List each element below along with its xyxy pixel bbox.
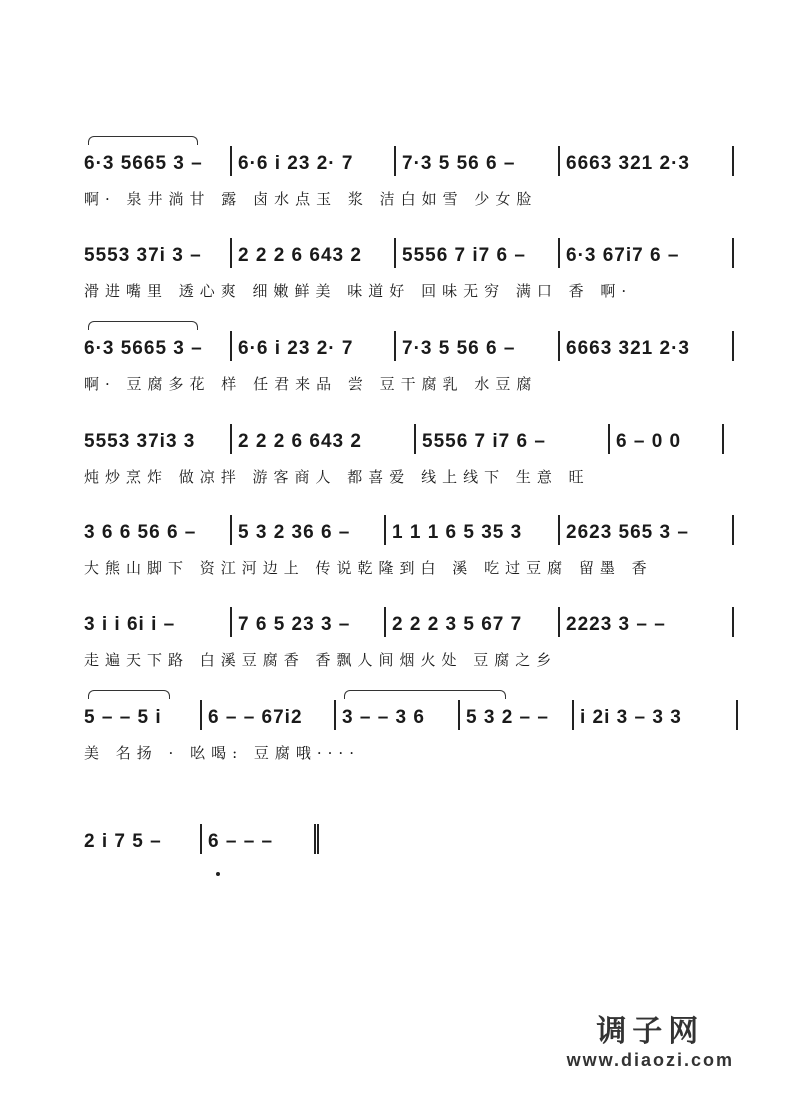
measure: 5556 7 i7 6 –: [416, 424, 610, 454]
notes-row: [84, 603, 744, 637]
measure: 5 3 2 36 6 –: [232, 515, 386, 545]
measure: 6 – – 67i2: [202, 700, 336, 730]
measure: 6·6 i 23 2· 7: [232, 331, 396, 361]
measure: 5 – – 5 i: [84, 700, 202, 730]
measure: 3 – – 3 6: [336, 700, 460, 730]
lyrics-line: 啊· 泉井淌甘 露 卤水点玉 浆 洁白如雪 少女脸: [84, 190, 538, 208]
notes-row: [84, 420, 744, 454]
notes-row: [84, 696, 744, 730]
score-system-1: [84, 142, 744, 208]
slur: [88, 321, 198, 330]
score-system-5: [84, 511, 744, 577]
notes-row: [84, 327, 744, 361]
measure: 2223 3 – –: [560, 607, 734, 637]
measure: 7·3 5 56 6 –: [396, 146, 560, 176]
score-system-8: [84, 820, 744, 854]
measure: 7·3 5 56 6 –: [396, 331, 560, 361]
measure: 7 6 5 23 3 –: [232, 607, 386, 637]
measure: 5556 7 i7 6 –: [396, 238, 560, 268]
measure: 3 i i 6i i –: [84, 607, 232, 637]
lyrics-line: 大熊山脚下 资江河边上 传说乾隆到白 溪 吃过豆腐 留墨 香: [84, 559, 653, 577]
measure: 2 2 2 6 643 2: [232, 238, 396, 268]
measure: 2623 565 3 –: [560, 515, 734, 545]
final-barline-measure: 6 – – –: [202, 824, 319, 854]
logo-url: www.diaozi.com: [566, 1050, 734, 1070]
site-logo: [567, 1006, 734, 1071]
measure: 1 1 1 6 5 35 3: [386, 515, 560, 545]
measure: 5553 37i3 3: [84, 424, 232, 454]
measure: 6·6 i 23 2· 7: [232, 146, 396, 176]
measure: i 2i 3 – 3 3: [574, 700, 738, 730]
slur: [88, 690, 170, 699]
measure: 6·3 5665 3 –: [84, 331, 232, 361]
lyrics-line: 炖炒烹炸 做凉拌 游客商人 都喜爱 线上线下 生意 旺: [84, 468, 590, 486]
lyrics-line: 滑进嘴里 透心爽 细嫩鲜美 味道好 回味无穷 满口 香 啊·: [84, 282, 633, 300]
logo-title: 调子网: [596, 1014, 705, 1049]
measure: 6663 321 2·3: [560, 146, 734, 176]
score-system-2: [84, 234, 744, 300]
measure: 6 – 0 0: [610, 424, 724, 454]
measure: 6·3 5665 3 –: [84, 146, 232, 176]
notes-row: [84, 511, 744, 545]
notes-row: [84, 234, 744, 268]
octave-dot: [216, 872, 220, 876]
measure: 5553 37i 3 –: [84, 238, 232, 268]
slur: [88, 136, 198, 145]
notes-row: [84, 820, 744, 854]
measure: 2 2 2 3 5 67 7: [386, 607, 560, 637]
slur: [344, 690, 506, 699]
score-system-6: [84, 603, 744, 669]
score-system-3: [84, 327, 744, 393]
lyrics-line: 走遍天下路 白溪豆腐香 香飘人间烟火处 豆腐之乡: [84, 651, 558, 669]
measure: 2 i 7 5 –: [84, 824, 202, 854]
measure: 3 6 6 56 6 –: [84, 515, 232, 545]
score-system-7: [84, 696, 744, 762]
measure: 6663 321 2·3: [560, 331, 734, 361]
measure: 6·3 67i7 6 –: [560, 238, 734, 268]
measure: 5 3 2 – –: [460, 700, 574, 730]
lyrics-line: 啊· 豆腐多花 样 任君来品 尝 豆干腐乳 水豆腐: [84, 375, 538, 393]
score-system-4: [84, 420, 744, 486]
lyrics-line: 美 名扬 · 吆喝: 豆腐哦····: [84, 744, 360, 762]
measure: 2 2 2 6 643 2: [232, 424, 416, 454]
notes-row: [84, 142, 744, 176]
